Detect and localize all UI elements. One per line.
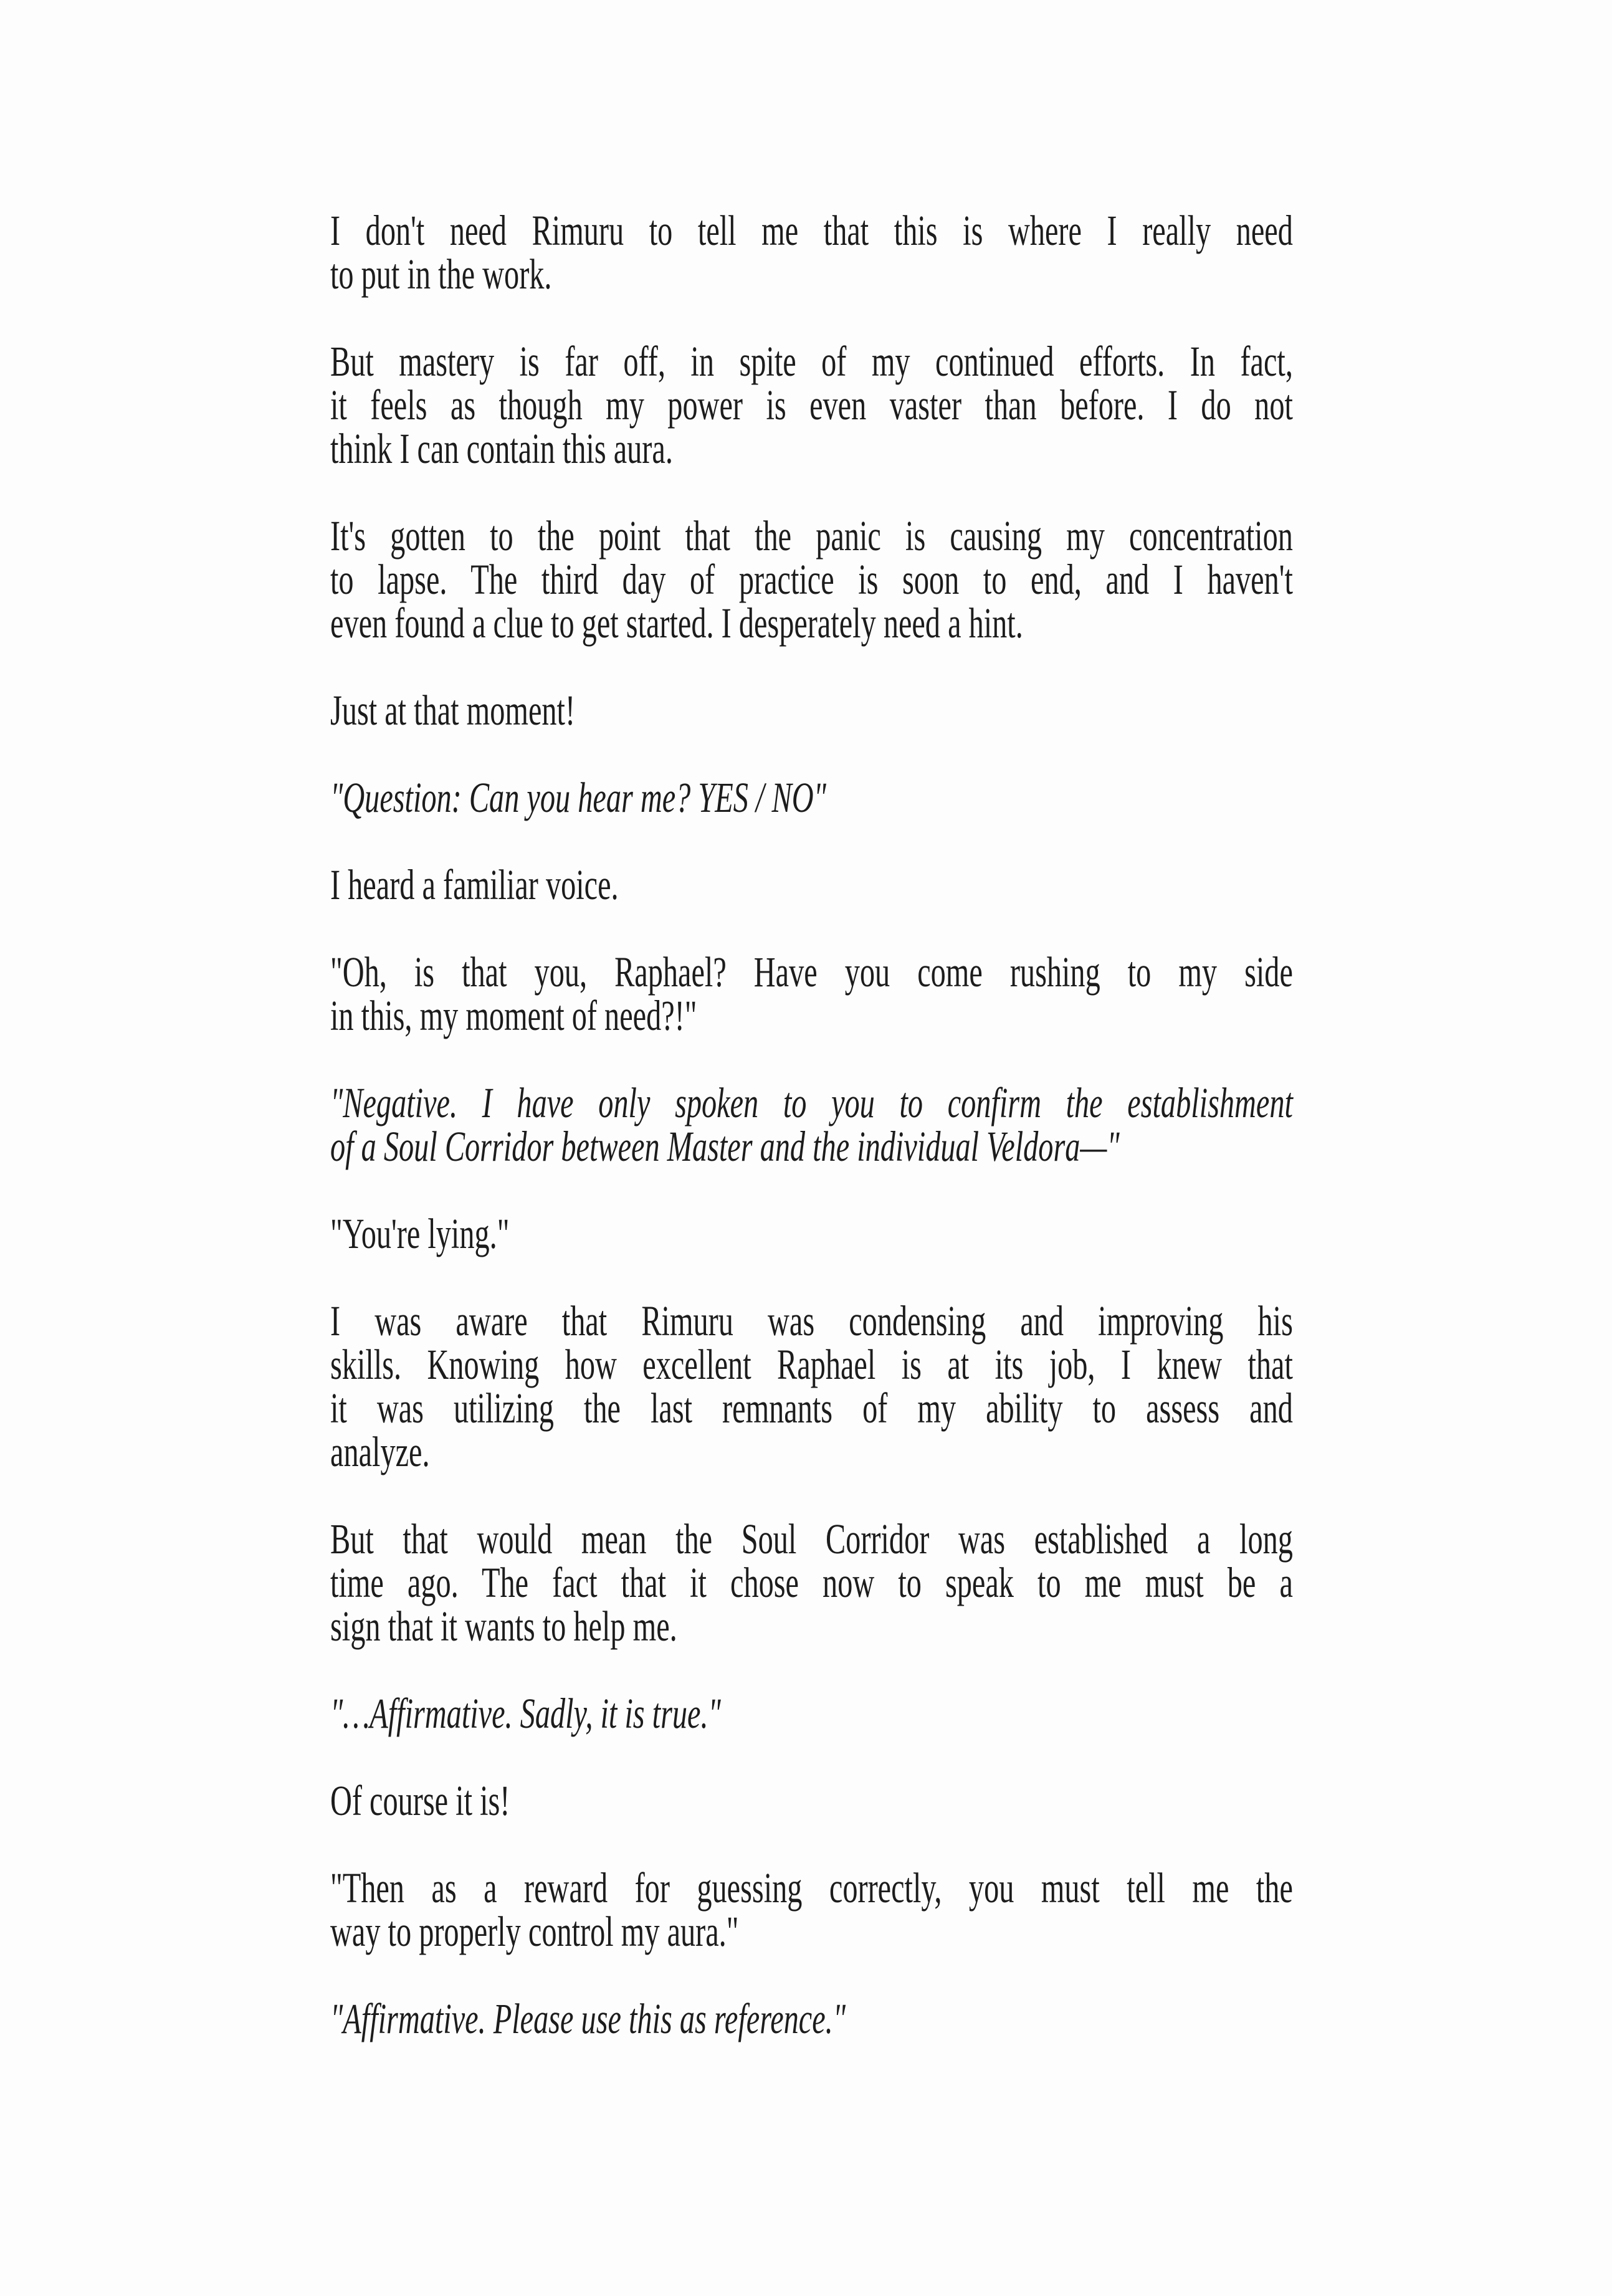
text-line: "Negative. I have only spoken to you to confirm the establishment [330, 1079, 1293, 1127]
text-line: of a Soul Corridor between Master and the individual Veldora—" [330, 1123, 1120, 1170]
text-line: "…Affirmative. Sadly, it is true." [330, 1690, 721, 1737]
text-line: I heard a familiar voice. [330, 861, 619, 908]
paragraph-9 [330, 1212, 1293, 1255]
text-line: "Oh, is that you, Raphael? Have you come rushing to my side [330, 948, 1293, 996]
text-line: in this, my moment of need?!" [330, 992, 697, 1039]
text-line: I don't need Rimuru to tell me that this is where I really need [330, 207, 1293, 254]
text-line: analyze. [330, 1428, 430, 1475]
text-line: even found a clue to get started. I desperately need a hint. [330, 599, 1023, 647]
text-line: "Question: Can you hear me? YES / NO" [330, 774, 826, 821]
paragraph-5 [330, 776, 1293, 819]
paragraph-7 [330, 950, 1293, 1037]
text-line: Of course it is! [330, 1777, 510, 1824]
text-line: I was aware that Rimuru was condensing and improving his [330, 1297, 1293, 1345]
paragraph-10 [330, 1299, 1293, 1474]
text-line: to lapse. The third day of practice is soon to end, and I haven't [330, 556, 1293, 603]
text-line: It's gotten to the point that the panic is causing my concentration [330, 512, 1293, 560]
text-line: way to properly control my aura." [330, 1908, 739, 1955]
paragraph-13 [330, 1779, 1293, 1822]
text-line: But that would mean the Soul Corridor was established a long [330, 1515, 1293, 1563]
text-line: sign that it wants to help me. [330, 1603, 677, 1650]
paragraph-15 [330, 1997, 1293, 2041]
text-line: But mastery is far off, in spite of my continued efforts. In fact, [330, 338, 1293, 385]
text-line: "Affirmative. Please use this as reference." [330, 1995, 846, 2042]
text-line: think I can contain this aura. [330, 425, 673, 472]
text-line: "You're lying." [330, 1210, 510, 1257]
page-text-column [330, 209, 1293, 2084]
text-line: it feels as though my power is even vaster than before. I do not [330, 381, 1293, 429]
paragraph-6 [330, 863, 1293, 907]
paragraph-11 [330, 1517, 1293, 1648]
text-line: skills. Knowing how excellent Raphael is at its job, I knew that [330, 1341, 1293, 1388]
text-line: Just at that moment! [330, 687, 576, 734]
paragraph-3 [330, 514, 1293, 645]
text-line: it was utilizing the last remnants of my ability to assess and [330, 1384, 1293, 1432]
paragraph-8 [330, 1081, 1293, 1168]
paragraph-14 [330, 1866, 1293, 1953]
text-line: to put in the work. [330, 250, 552, 298]
text-line: "Then as a reward for guessing correctly, you must tell me the [330, 1864, 1293, 1912]
paragraph-1 [330, 209, 1293, 296]
text-line: time ago. The fact that it chose now to speak to me must be a [330, 1559, 1293, 1606]
paragraph-2 [330, 340, 1293, 470]
paragraph-4 [330, 688, 1293, 732]
paragraph-12 [330, 1692, 1293, 1735]
